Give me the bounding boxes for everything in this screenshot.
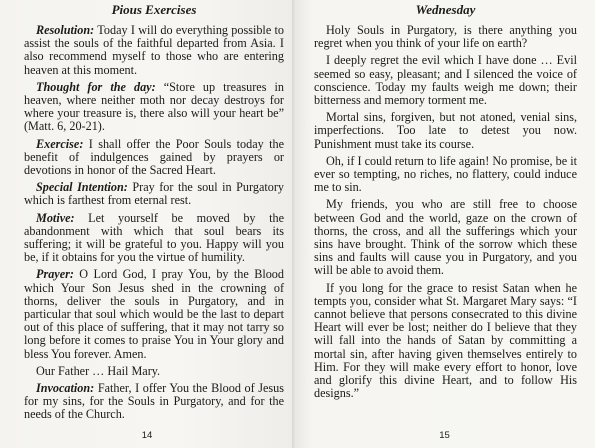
motive-text: Let yourself be moved by the abandonment with which that soul bears its suffering; it will be grateful to you. Happy will you be, if it obtains for you the virtue of humility. xyxy=(24,210,284,265)
left-running-head: Pious Exercises xyxy=(111,2,197,17)
intention-paragraph xyxy=(24,181,284,207)
resolution-label: Resolution: xyxy=(36,23,95,37)
exercise-label: Exercise: xyxy=(36,136,84,151)
right-paragraph-2: I deeply regret the evil which I have done … Evil seemed so easy, pleasant; and I silenced the voice of conscience. Today my faults weigh me down; their bitterness and memory torment me. xyxy=(314,53,577,108)
our-father-line: Our Father … Hail Mary. xyxy=(36,363,161,378)
right-paragraph-6: If you long for the grace to resist Satan when he tempts you, consider what St. Margaret Mary says: “I cannot believe that persons consecrated to this divine Heart will ever be lost; neither do I believe that they will fall into the hands of Satan by committing a mortal sin, after having given themselves entirely to Him. For they will make every effort to honor, love and glorify this divine Heart, and to follow His designs.” xyxy=(314,280,577,401)
exercise-paragraph xyxy=(24,138,284,178)
thought-text: “Store up treasures in heaven, where neither moth nor decay destroys for where your treasure is, there also will your heart be” (Matt. 6, 20-21). xyxy=(24,79,284,134)
invocation-paragraph xyxy=(24,382,284,422)
right-paragraph-1: Holy Souls in Purgatory, is there anything you regret when you think of your life on earth? xyxy=(314,23,577,51)
motive-label: Motive: xyxy=(36,210,75,225)
invocation-label: Invocation: xyxy=(36,381,95,396)
prayer-text: O Lord God, I pray You, by the Blood which Your Son Jesus shed in the crowning of thorns, deliver the souls in Purgatory, and in particular that soul which would be the last to depart out of this place of suffering, that it may not tarry so long before it comes to praise You in Your glory and bless You forever. Amen. xyxy=(24,267,284,361)
intention-text: Pray for the soul in Purgatory which is farthest from eternal rest. xyxy=(24,180,284,208)
right-paragraph-4: Oh, if I could return to life again! No promise, be it ever so tempting, no riches, no flattery, could induce me to sin. xyxy=(314,153,577,195)
intention-label: Special Intention: xyxy=(36,180,128,195)
right-page xyxy=(294,0,595,448)
resolution-text: Today I will do everything possible to assist the souls of the faithful departed from Asia. I also recommend myself to those who are entering heaven at this moment. xyxy=(24,23,284,77)
prayer-label: Prayer: xyxy=(36,267,74,282)
resolution-paragraph xyxy=(24,24,284,77)
prayer-paragraph xyxy=(24,268,284,360)
right-page-number: 15 xyxy=(439,430,450,441)
exercise-text: I shall offer the Poor Souls today the benefit of indulgences gained by prayers or devotions in honor of the Sacred Heart. xyxy=(24,136,284,178)
thought-paragraph xyxy=(24,81,284,134)
left-page xyxy=(0,0,294,448)
left-page-number: 14 xyxy=(141,430,153,441)
invocation-text: Father, I offer You the Blood of Jesus for my sins, for the Souls in Purgatory, and for the needs of the Church. xyxy=(24,381,284,422)
right-paragraph-5: My friends, you who are still free to choose between God and the world, gaze on the crown of thorns, the cross, and all the sufferings which your sins have brought. Think of the sorrow which these sins and faults will cause you in Purgatory, and you will be able to avoid them. xyxy=(314,197,577,278)
book-gutter xyxy=(292,0,296,448)
thought-label: Thought for the day: xyxy=(36,79,156,94)
right-paragraph-3: Mortal sins, forgiven, but not atoned, venial sins, imperfections. Too late to detest you now. Punishment must take its course. xyxy=(314,110,577,151)
motive-paragraph xyxy=(24,212,284,265)
right-running-head: Wednesday xyxy=(415,2,476,17)
